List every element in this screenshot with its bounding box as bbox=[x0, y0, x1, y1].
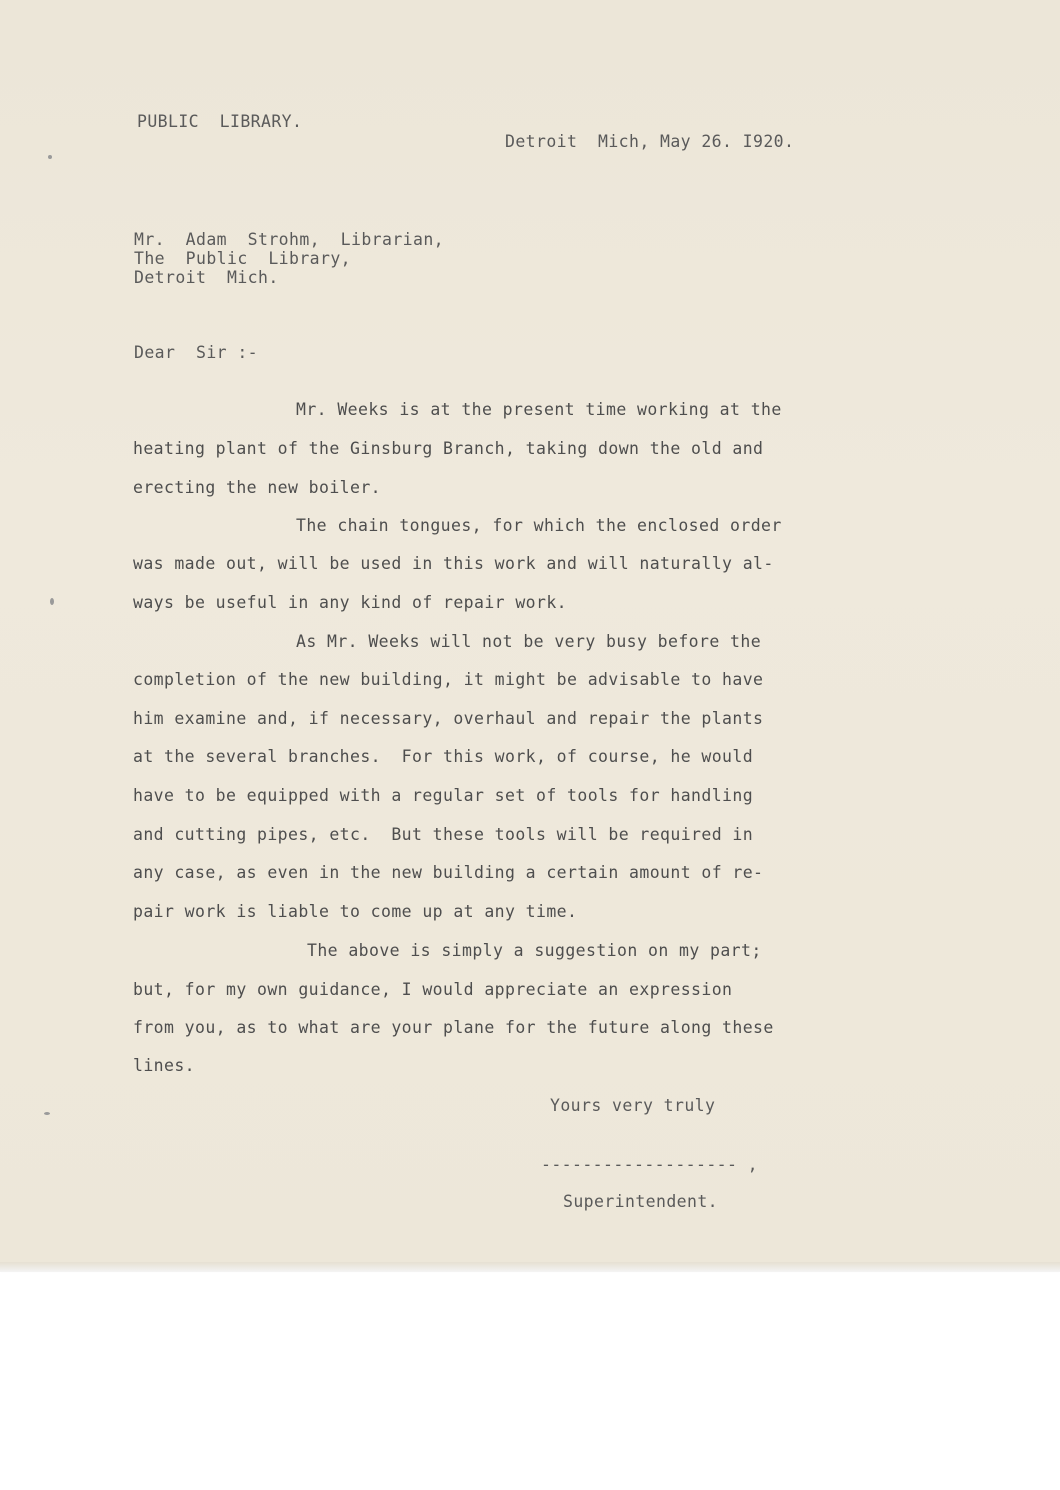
signature-line: ------------------- , bbox=[541, 1155, 759, 1174]
body-line: pair work is liable to come up at any time. bbox=[133, 902, 578, 921]
signer-title: Superintendent. bbox=[563, 1192, 719, 1211]
body-line: any case, as even in the new building a certain amount of re- bbox=[133, 863, 764, 882]
body-line: The above is simply a suggestion on my part; bbox=[307, 941, 762, 960]
body-line: completion of the new building, it might be advisable to have bbox=[133, 670, 764, 689]
body-line: ways be useful in any kind of repair work. bbox=[133, 593, 568, 612]
body-line: The chain tongues, for which the enclosed order bbox=[296, 516, 782, 535]
paper-speck bbox=[48, 155, 52, 159]
paper-speck bbox=[44, 1112, 50, 1115]
body-line: was made out, will be used in this work and will naturally al- bbox=[133, 554, 774, 573]
body-line: have to be equipped with a regular set of tools for handling bbox=[133, 786, 754, 805]
paper-bottom-edge bbox=[0, 1262, 1060, 1272]
body-line: at the several branches. For this work, of course, he would bbox=[133, 747, 754, 766]
address-line-2: The Public Library, bbox=[134, 249, 352, 268]
letter-date: Detroit Mich, May 26. I920. bbox=[505, 132, 795, 151]
body-line: As Mr. Weeks will not be very busy before the bbox=[296, 632, 762, 651]
body-line: erecting the new boiler. bbox=[133, 478, 382, 497]
body-line: heating plant of the Ginsburg Branch, taking down the old and bbox=[133, 439, 764, 458]
address-line-1: Mr. Adam Strohm, Librarian, bbox=[134, 230, 445, 249]
body-line: but, for my own guidance, I would appreciate an expression bbox=[133, 980, 733, 999]
complimentary-closing: Yours very truly bbox=[550, 1096, 716, 1115]
body-line: lines. bbox=[133, 1056, 196, 1075]
body-line: from you, as to what are your plane for the future along these bbox=[133, 1018, 774, 1037]
body-line: Mr. Weeks is at the present time working at the bbox=[296, 400, 782, 419]
recipient-address bbox=[134, 230, 444, 287]
body-line: and cutting pipes, etc. But these tools will be required in bbox=[133, 825, 754, 844]
address-line-3: Detroit Mich. bbox=[134, 268, 279, 287]
salutation: Dear Sir :- bbox=[134, 343, 259, 362]
body-line: him examine and, if necessary, overhaul and repair the plants bbox=[133, 709, 764, 728]
letterhead-org: PUBLIC LIBRARY. bbox=[137, 112, 303, 131]
paper-speck bbox=[50, 598, 54, 605]
